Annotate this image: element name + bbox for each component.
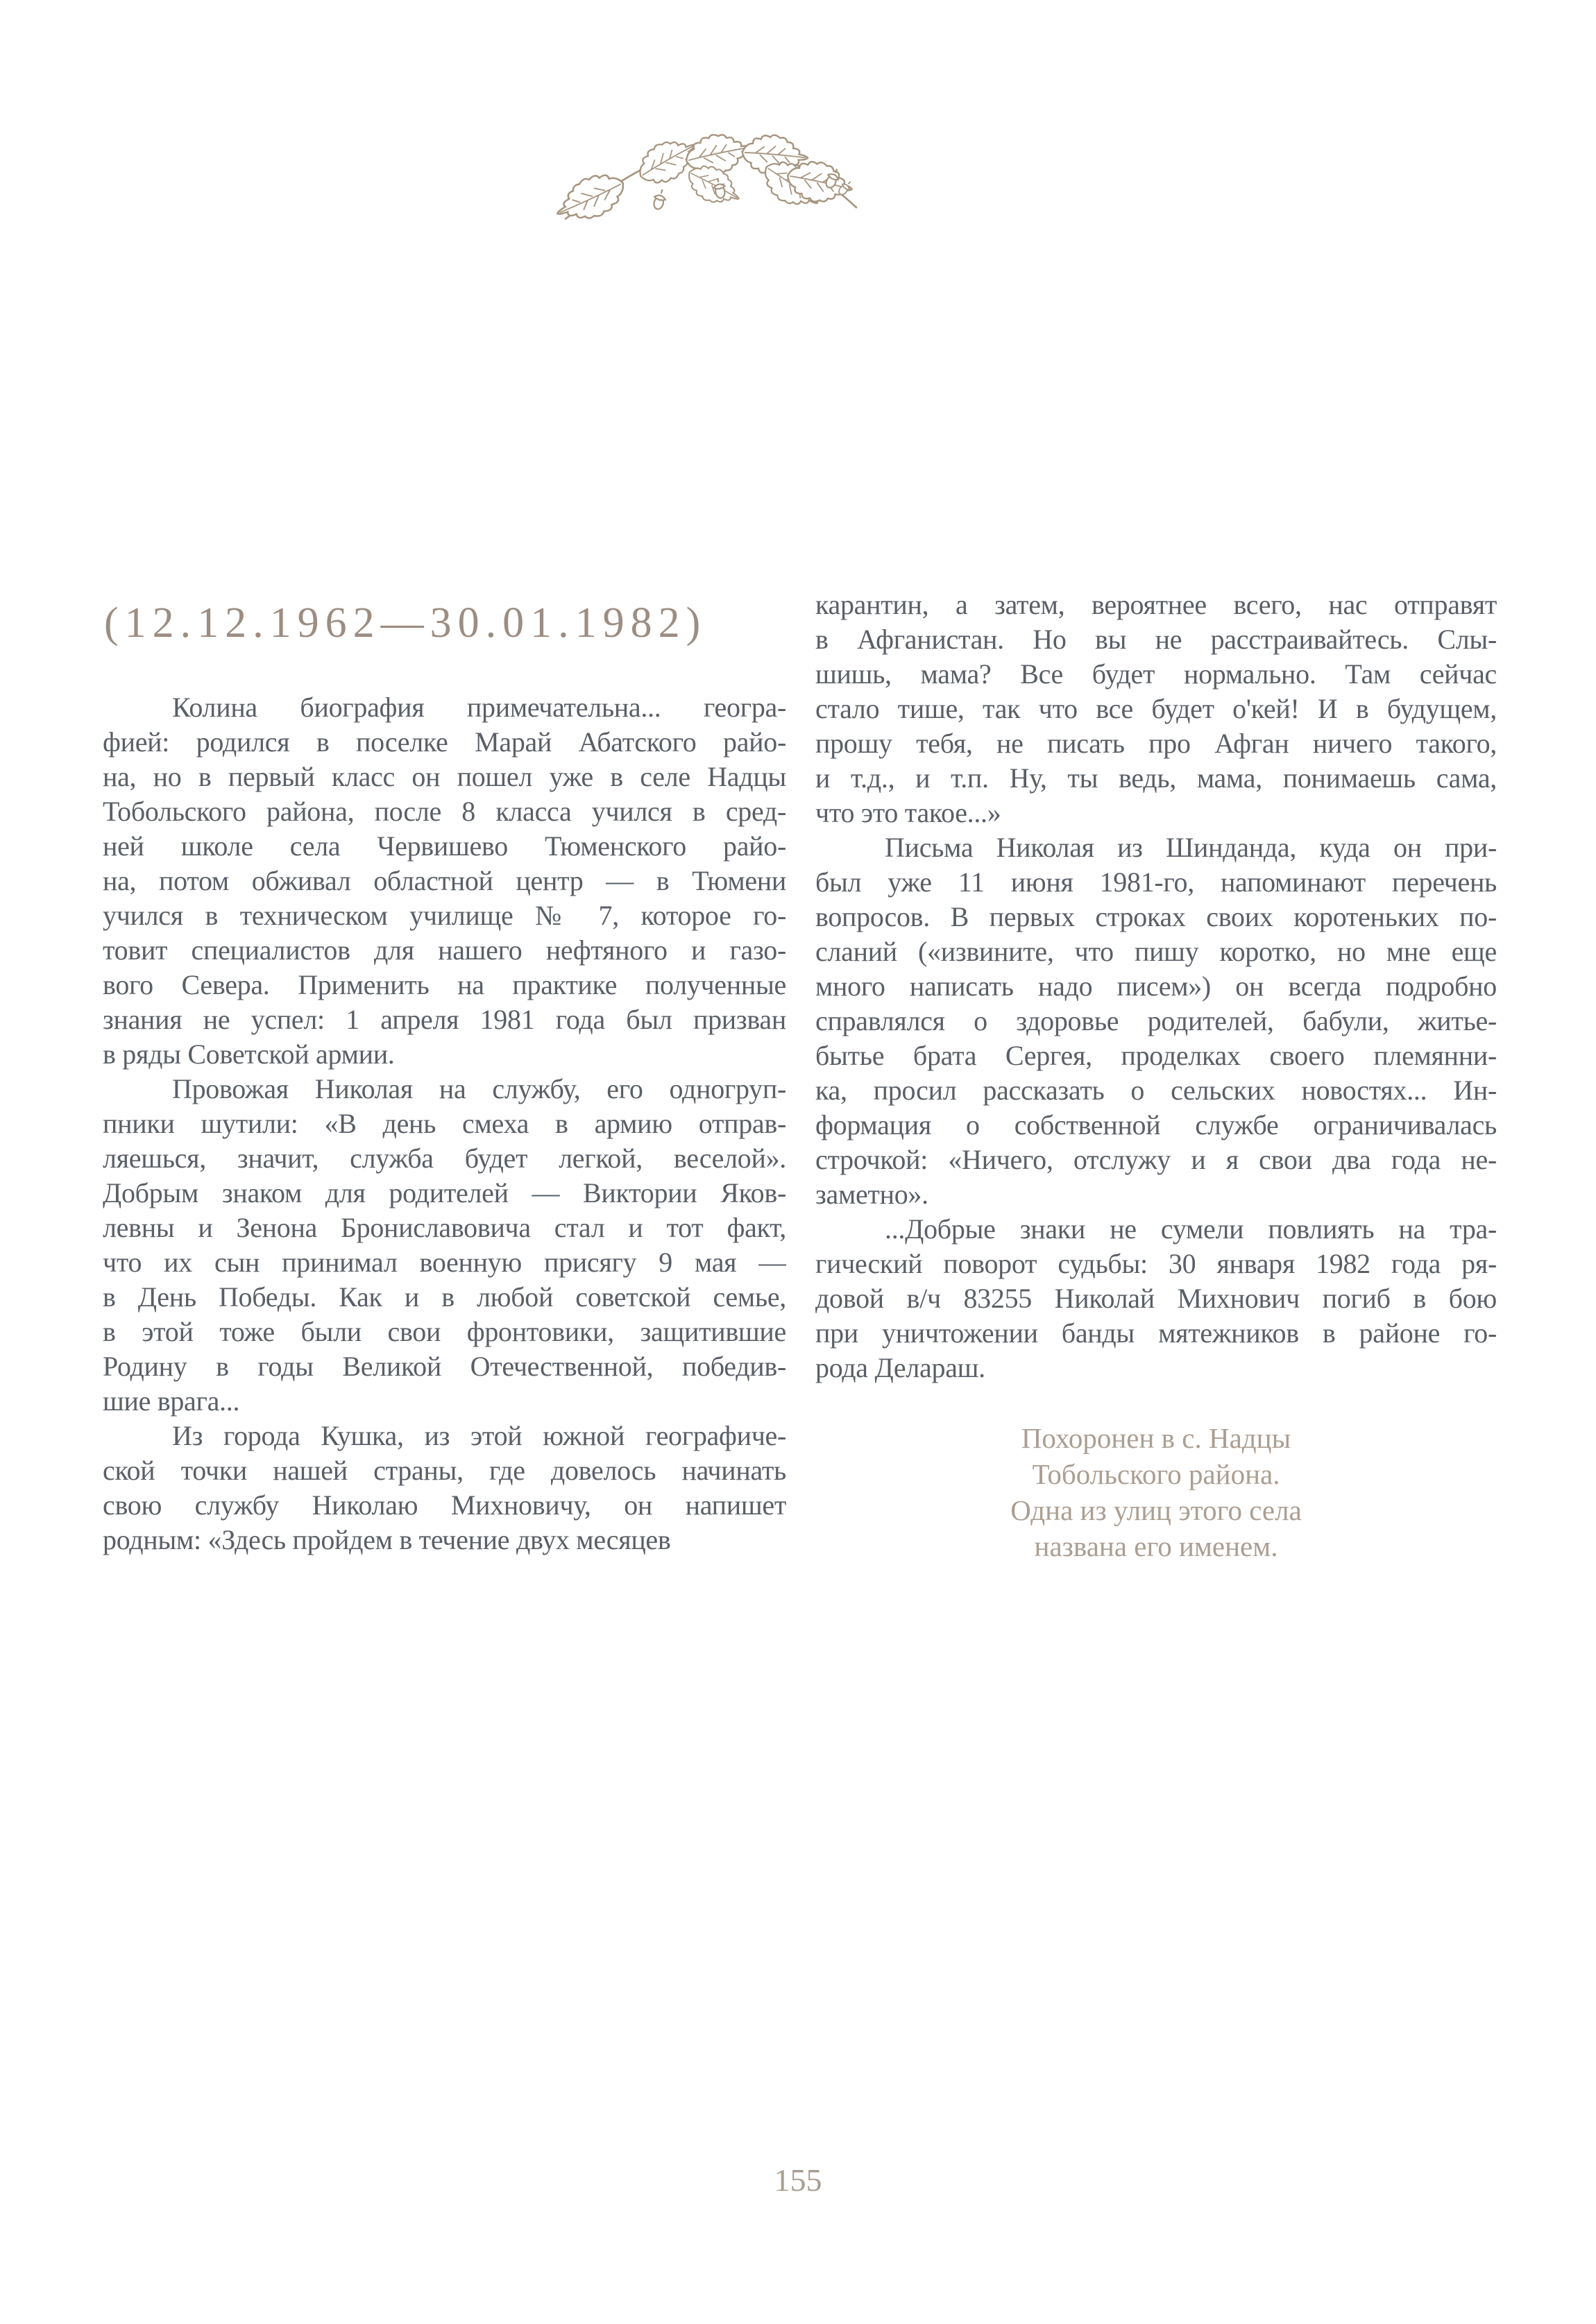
text-line: в ряды Советской армии. bbox=[103, 1039, 395, 1070]
text-line: строчкой: «Ничего, отслужу и я свои два года не- bbox=[815, 1144, 1497, 1175]
text-line: пники шутили: «В день смеха в армию отправ- bbox=[103, 1108, 786, 1139]
text-line: ...Добрые знаки не сумели повлиять на тра- bbox=[885, 1213, 1497, 1245]
text-line: родным: «Здесь пройдем в течение двух месяцев bbox=[103, 1524, 671, 1555]
paragraph bbox=[815, 830, 1497, 1212]
memorial-line: названа его именем. bbox=[1034, 1530, 1278, 1562]
text-line: и т.д., и т.п. Ну, ты ведь, мама, понимаешь сама, bbox=[815, 762, 1497, 794]
text-line: Тобольского района, после 8 класса учился в сред- bbox=[103, 796, 786, 827]
text-line: учился в техническом училище № 7, которое го- bbox=[103, 900, 786, 931]
text-line: справлялся о здоровье родителей, бабули, житье- bbox=[815, 1005, 1497, 1036]
text-line: фией: родился в поселке Марай Абатского райо- bbox=[103, 726, 786, 758]
text-line: заметно». bbox=[815, 1179, 928, 1210]
text-line: шишь, мама? Все будет нормально. Там сейчас bbox=[815, 658, 1497, 690]
text-line: много написать надо писем») он всегда подробно bbox=[815, 971, 1497, 1002]
text-line: стало тише, так что все будет о'кей! И в будущем, bbox=[815, 693, 1497, 724]
right-text-column bbox=[815, 588, 1497, 1564]
memorial-line: Одна из улиц этого села bbox=[1010, 1494, 1302, 1526]
oak-branch-icon bbox=[555, 122, 866, 232]
text-line: сланий («извините, что пишу коротко, но мне еще bbox=[815, 936, 1497, 967]
text-line: знания не успел: 1 апреля 1981 года был призван bbox=[103, 1004, 786, 1035]
text-line: Добрым знаком для родителей — Виктории Яков- bbox=[103, 1177, 786, 1208]
text-line: Провожая Николая на службу, его одногруп- bbox=[172, 1073, 786, 1104]
text-line: вого Севера. Применить на практике полученные bbox=[103, 969, 786, 1000]
life-dates-heading: (12.12.1962—30.01.1982) bbox=[104, 599, 707, 647]
text-line: вопросов. В первых строках своих коротеньких по- bbox=[815, 901, 1497, 932]
text-line: при уничтожении банды мятежников в районе го- bbox=[815, 1317, 1497, 1349]
text-line: в этой тоже были свои фронтовики, защитившие bbox=[103, 1316, 786, 1347]
memorial-line: Тобольского района. bbox=[1032, 1458, 1280, 1490]
text-line: ней школе села Червишево Тюменского райо- bbox=[103, 830, 786, 862]
text-line: в Афганистан. Но вы не расстраивайтесь. Слы- bbox=[815, 624, 1497, 655]
text-line: гический поворот судьбы: 30 января 1982 года ря- bbox=[815, 1248, 1497, 1279]
text-line: в День Победы. Как и в любой советской семье, bbox=[103, 1281, 786, 1313]
memorial-line: Похоронен в с. Надцы bbox=[1021, 1422, 1291, 1454]
text-line: Родину в годы Великой Отечественной, победив- bbox=[103, 1351, 786, 1382]
text-line: ка, просил рассказать о сельских новостях... Ин- bbox=[815, 1075, 1497, 1106]
text-line: Колина биография примечательна... геогра- bbox=[172, 692, 786, 723]
text-line: был уже 11 июня 1981-го, напоминают перечень bbox=[815, 866, 1497, 898]
text-line: формация о собственной службе ограничивалась bbox=[815, 1109, 1497, 1140]
text-line: что это такое...» bbox=[815, 797, 1001, 828]
paragraph bbox=[815, 1212, 1497, 1385]
text-line: ской точки нашей страны, где довелось начинать bbox=[103, 1455, 786, 1486]
text-line: рода Делараш. bbox=[815, 1352, 985, 1383]
paragraph bbox=[103, 1419, 786, 1557]
text-line: что их сын принимал военную присягу 9 мая — bbox=[103, 1247, 786, 1278]
text-line: бытье брата Сергея, проделках своего племянни- bbox=[815, 1040, 1497, 1071]
text-line: ляешься, значит, служба будет легкой, веселой». bbox=[103, 1143, 786, 1174]
text-line: довой в/ч 83255 Николай Михнович погиб в бою bbox=[815, 1283, 1497, 1314]
page-number: 155 bbox=[774, 2162, 822, 2198]
text-line: карантин, а затем, вероятнее всего, нас отправят bbox=[815, 589, 1497, 620]
text-line: Из города Кушка, из этой южной географиче- bbox=[172, 1420, 786, 1451]
text-line: левны и Зенона Брониславовича стал и тот факт, bbox=[103, 1212, 786, 1243]
text-line: шие врага... bbox=[103, 1385, 240, 1417]
paragraph bbox=[103, 1072, 786, 1419]
text-line: на, но в первый класс он пошел уже в селе Надцы bbox=[103, 761, 786, 792]
text-line: прошу тебя, не писать про Афган ничего такого, bbox=[815, 728, 1497, 759]
paragraph bbox=[103, 690, 786, 1072]
text-line: товит специалистов для нашего нефтяного и газо- bbox=[103, 934, 786, 966]
paragraph bbox=[815, 588, 1497, 830]
text-line: Письма Николая из Шинданда, куда он при- bbox=[885, 832, 1497, 863]
burial-note bbox=[815, 1420, 1497, 1564]
left-text-column bbox=[103, 690, 786, 1557]
text-line: свою службу Николаю Михновичу, он напишет bbox=[103, 1489, 786, 1521]
right-column-paragraphs bbox=[815, 588, 1497, 1385]
text-line: на, потом обживал областной центр — в Тюмени bbox=[103, 865, 786, 896]
